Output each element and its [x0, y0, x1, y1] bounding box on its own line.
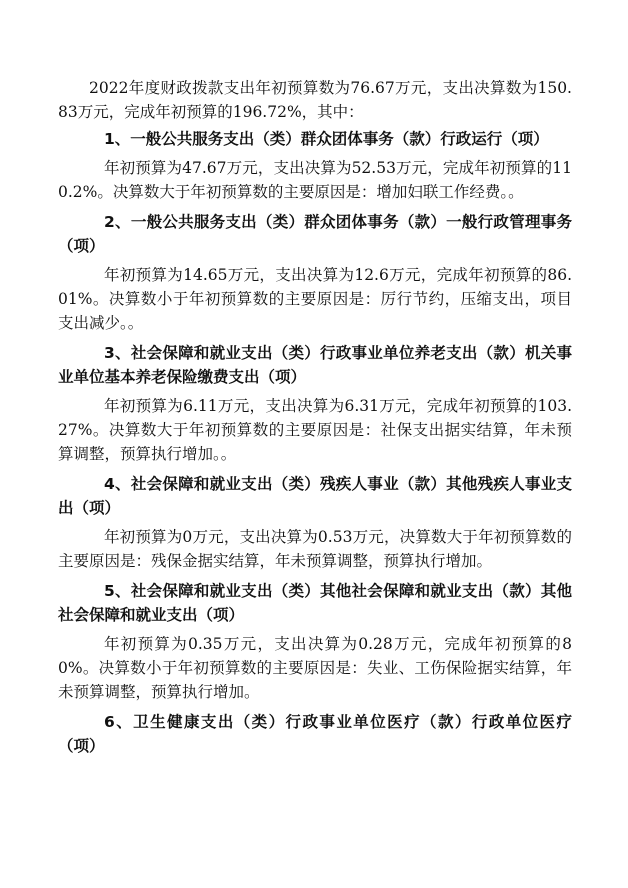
section-heading: 4、社会保障和就业支出（类）残疾人事业（款）其他残疾人事业支出（项） — [58, 475, 572, 517]
section-body: 年初预算为0.35万元，支出决算为0.28万元，完成年初预算的80%。决算数小于年初预算数的主要原因是：失业、工伤保险据实结算，年未预算调整，预算执行增加。 — [58, 635, 572, 701]
document-content — [58, 76, 572, 764]
section-heading: 5、社会保障和就业支出（类）其他社会保障和就业支出（款）其他社会保障和就业支出（项） — [58, 582, 572, 624]
section-body: 年初预算为47.67万元，支出决算为52.53万元，完成年初预算的110.2%。决算数大于年初预算数的主要原因是：增加妇联工作经费。。 — [58, 159, 572, 201]
section-heading: 1、一般公共服务支出（类）群众团体事务（款）行政运行（项） — [104, 130, 549, 148]
section-heading: 2、一般公共服务支出（类）群众团体事务（款）一般行政管理事务（项） — [58, 213, 572, 255]
intro-paragraph: 2022年度财政拨款支出年初预算数为76.67万元，支出决算数为150.83万元，完成年初预算的196.72%，其中： — [58, 79, 572, 121]
section-4 — [58, 472, 572, 573]
section-2 — [58, 210, 572, 335]
section-3 — [58, 341, 572, 466]
section-body: 年初预算为0万元，支出决算为0.53万元，决算数大于年初预算数的主要原因是：残保金据实结算，年未预算调整，预算执行增加。 — [58, 528, 572, 570]
section-5 — [58, 579, 572, 704]
section-heading: 6、卫生健康支出（类）行政事业单位医疗（款）行政单位医疗（项） — [58, 713, 572, 755]
section-body: 年初预算为6.11万元，支出决算为6.31万元，完成年初预算的103.27%。决算数大于年初预算数的主要原因是：社保支出据实结算，年未预算调整，预算执行增加。。 — [58, 397, 572, 463]
section-6 — [58, 710, 572, 758]
section-heading: 3、社会保障和就业支出（类）行政事业单位养老支出（款）机关事业单位基本养老保险缴费支出（项） — [58, 344, 572, 386]
section-1 — [58, 127, 572, 204]
section-body: 年初预算为14.65万元，支出决算为12.6万元，完成年初预算的86.01%。决算数小于年初预算数的主要原因是：厉行节约，压缩支出，项目支出减少。。 — [58, 266, 572, 332]
